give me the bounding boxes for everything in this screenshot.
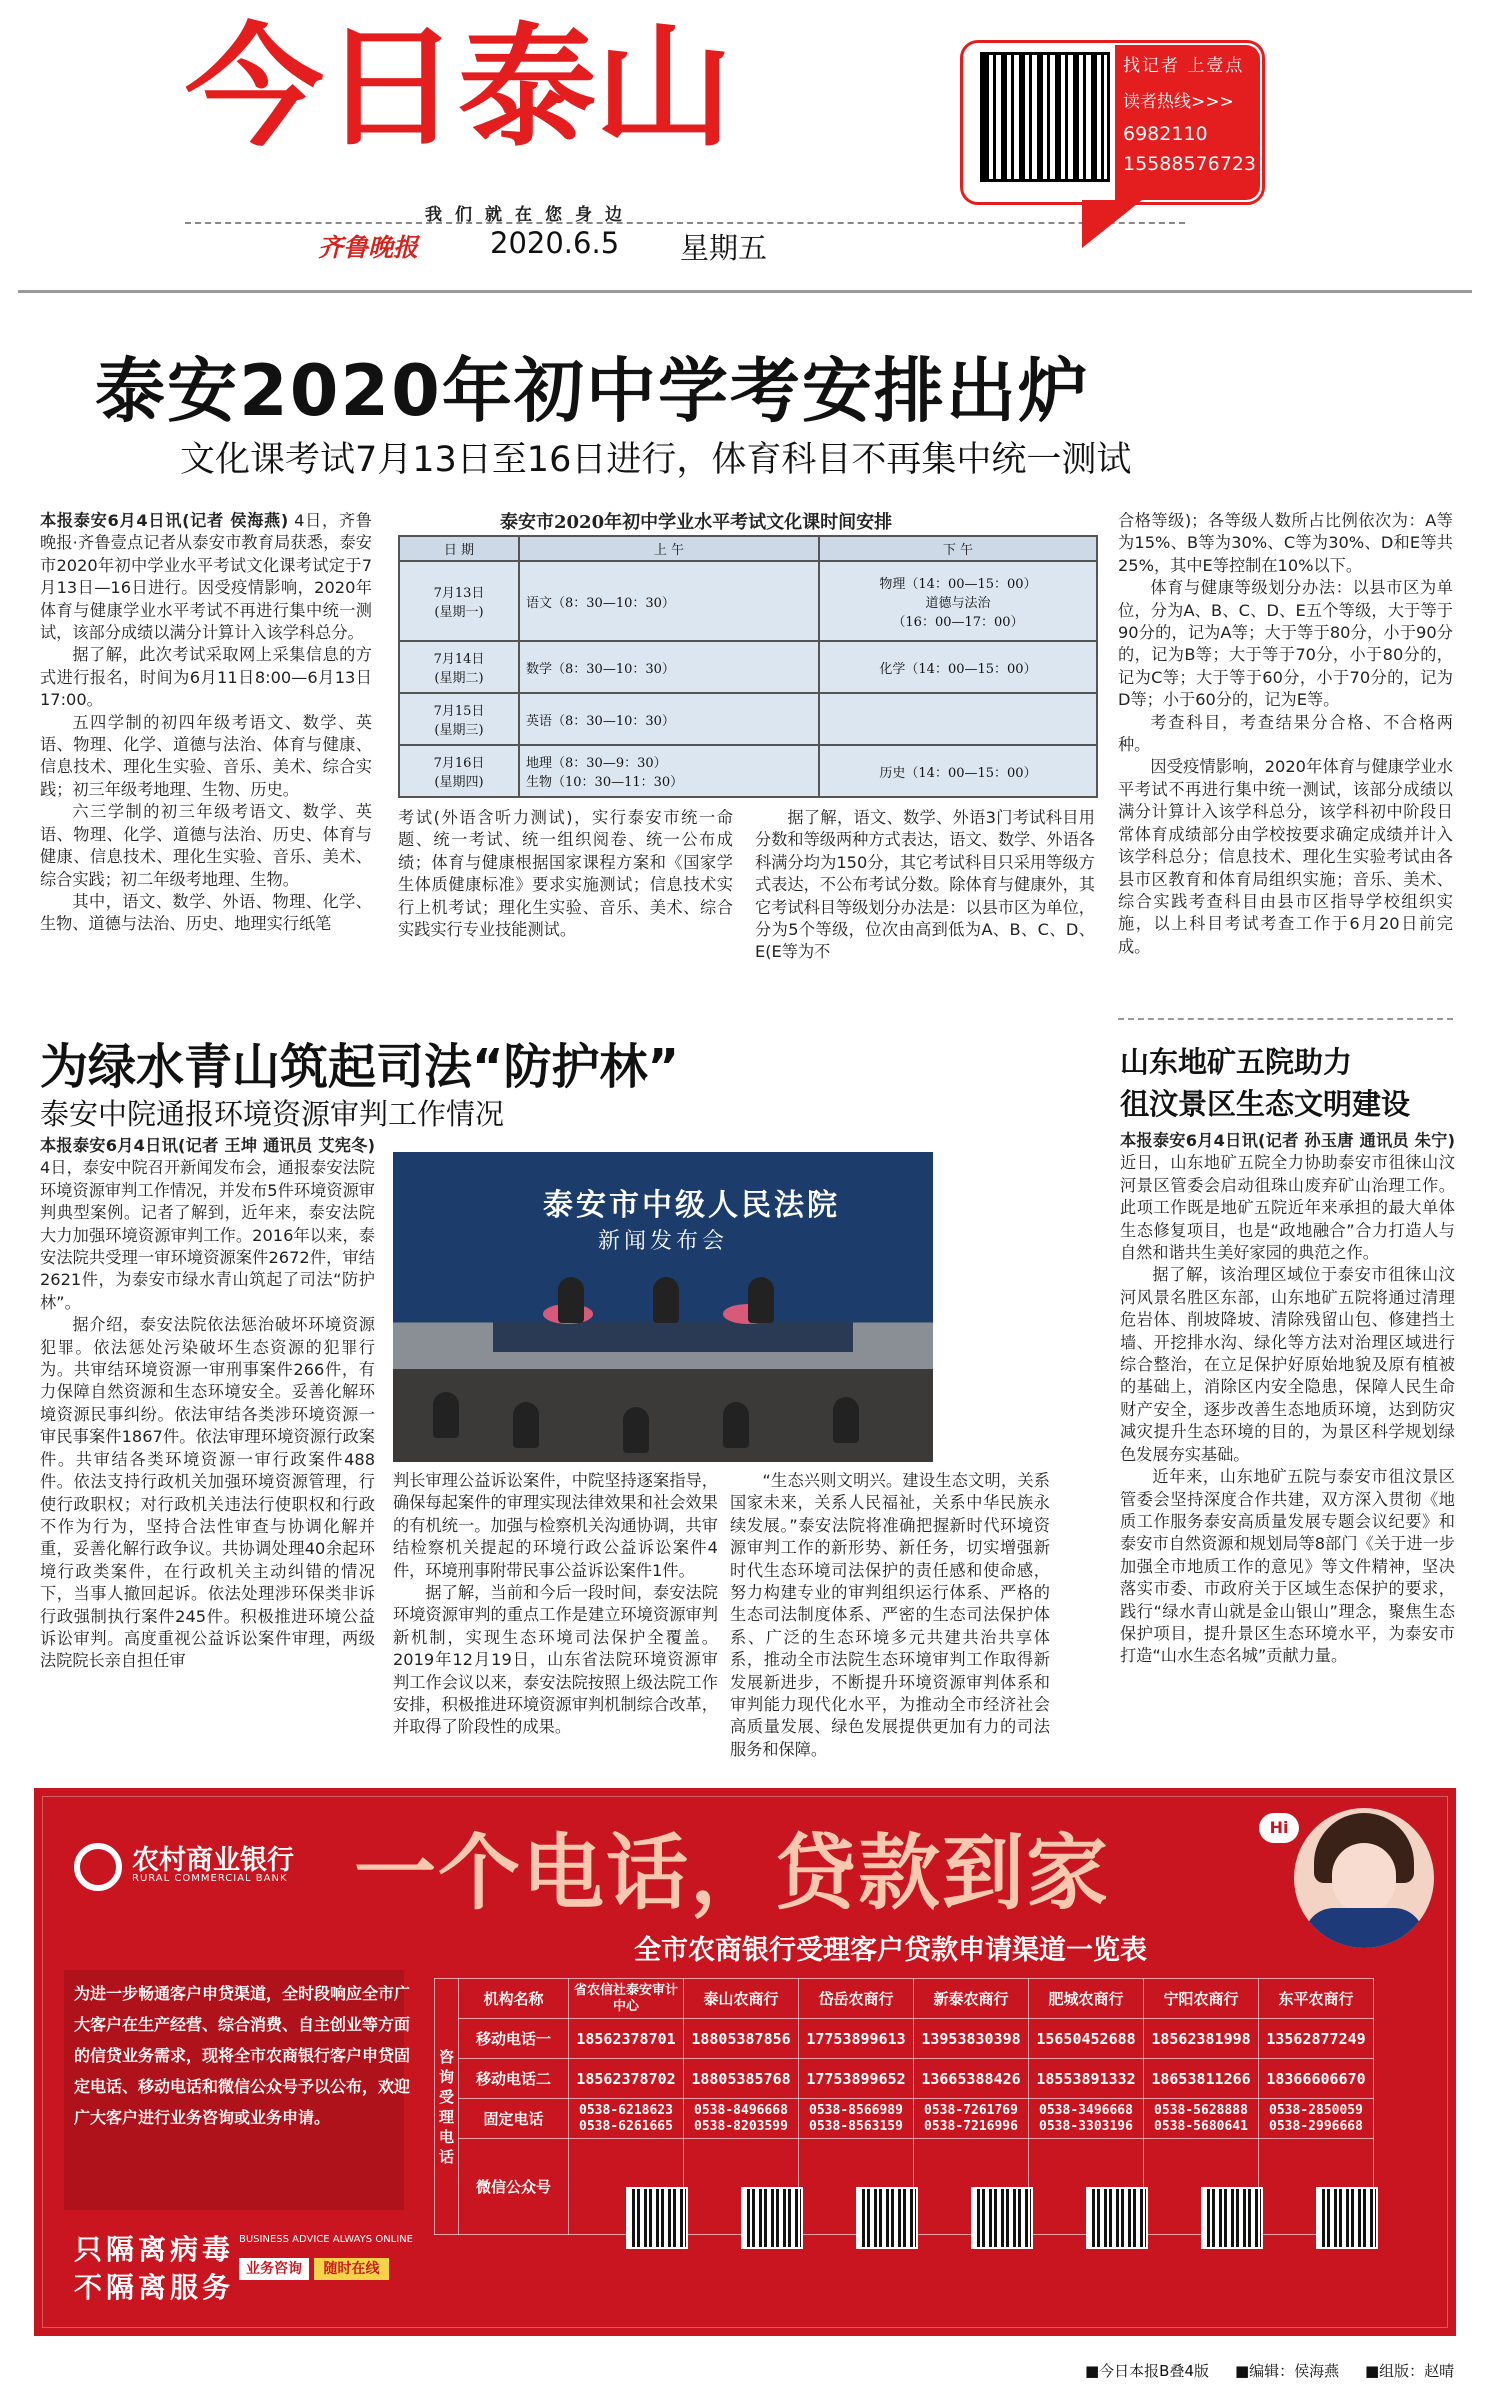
ad-slogan-en: BUSINESS ADVICE ALWAYS ONLINE xyxy=(239,2234,413,2245)
wechat-qr-icon[interactable] xyxy=(1201,2187,1263,2249)
fixed-phone-cell: 0538-6218623 0538-6261665 xyxy=(569,2099,684,2139)
bank-advertisement xyxy=(34,1788,1456,2336)
ad-slogan-1: 只隔离病毒 xyxy=(74,2233,235,2266)
fixed-phone-cell: 0538-3496668 0538-3303196 xyxy=(1029,2099,1144,2139)
issue-date: 2020.6.5 xyxy=(490,226,620,260)
photo-person xyxy=(833,1397,859,1443)
wechat-qr-icon[interactable] xyxy=(856,2187,918,2249)
story1-headline: 泰安2020年初中学考安排出炉 xyxy=(95,350,1090,432)
wechat-qr-icon[interactable] xyxy=(626,2187,688,2249)
footer-edition: ■今日本报B叠4版 xyxy=(1085,2362,1210,2380)
story3-column: 本报泰安6月4日讯(记者 孙玉唐 通讯员 朱宁) 近日，山东地矿五院全力协助泰安市徂徕山汶河景区管委会启动徂珠山废弃矿山治理工作。此项工作既是地矿五院近年来承担的最大单体生态修复项目，也是“政地融合”合力打造人与自然和谐共生美好家园的典范之作。 据了解，该治理区域位于泰安市徂徕山汶河风景名胜区东部，山东地矿五院将通过清理危岩体、削坡降坡、清除残留山包、修建挡土墙、开挖排水沟、绿化等方法对治理区域进行综合整治，在立足保护好原始地貌及原有植被的基础上，消除区内安全隐患，保障人民生命财产安全，逐步改善生态地质环境，达到防灾减灾提升生态环境的目的，为景区科学规划绿色发展夯实基础。 近年来，山东地矿五院与泰安市徂汶景区管委会坚持深度合作共建，双方深入贯彻《地质工作服务泰安高质量发展专题会议纪要》和泰安市自然资源和规划局等8部门《关于进一步加强全市地质工作的意见》等文件精神，坚决落实市委、市政府关于区域生态保护的要求，践行“绿水青山就是金山银山”理念，聚焦生态保护项目，提升景区生态环境水平，为泰安市打造“山水生态名城”贡献力量。 xyxy=(1120,1131,1455,1666)
wechat-qr-icon[interactable] xyxy=(971,2187,1033,2249)
section-divider xyxy=(1118,1018,1453,1020)
photo-person xyxy=(513,1402,539,1448)
bank-logo-icon xyxy=(74,1843,122,1891)
story3-byline: 本报泰安6月4日讯(记者 孙玉唐 通讯员 朱宁) xyxy=(1120,1131,1455,1150)
photo-podium xyxy=(493,1322,853,1352)
masthead-logo: 今日泰山 xyxy=(185,11,731,165)
photo-person xyxy=(433,1392,459,1438)
wechat-qr-icon[interactable] xyxy=(1086,2187,1148,2249)
story2-subhead: 泰安中院通报环境资源审判工作情况 xyxy=(40,1097,505,1131)
table-row: 微信公众号 xyxy=(435,2139,1374,2235)
table-row: 7月13日 (星期一) 语文（8：30—10：30） 物理（14：00—15：00） 道德与法治 （16：00—17：00） xyxy=(399,561,1097,641)
press-conference-photo xyxy=(393,1152,933,1462)
qr-code-icon[interactable] xyxy=(980,52,1110,182)
photo-person xyxy=(653,1277,679,1323)
wechat-qr-icon[interactable] xyxy=(741,2187,803,2249)
story2-column-1: 本报泰安6月4日讯(记者 王坤 通讯员 艾宪冬) 4日，泰安中院召开新闻发布会，通报泰安法院环境资源审判工作情况，并发布5件环境资源审判典型案例。记者了解到，近年来，泰安法院大力加强环境资源审判工作。2016年以来，泰安法院共受理一审环境资源案件2672件，审结2621件，为泰安市绿水青山筑起了司法“防护林”。 据介绍，泰安法院依法惩治破坏环境资源犯罪。依法惩处污染破坏生态资源的犯罪行为。共审结环境资源一审刑事案件266件，有力保障自然资源和生态环境安全。妥善化解环境资源民事纠纷。依法审结各类涉环境资源一审民事案件1867件。依法审理环境资源行政案件。共审结各类环境资源一审行政案件488件。依法支持行政机关加强环境资源管理，行使行政职权；对行政机关违法行使职权和行政不作为行为，坚持合法性审查与协调化解并重，妥善化解行政争议。共协调处理40余起环境行政类案件，在行政机关主动纠错的情况下，当事人撤回起诉。依法处理涉环保类非诉行政强制执行案件245件。积极推进环境公益诉讼审判。高度重视公益诉讼案件审理，两级法院院长亲自担任审 xyxy=(40,1136,375,1671)
hotline-label: 读者热线>>> xyxy=(1123,92,1234,112)
ad-intro: 为进一步畅通客户申贷渠道，全时段响应全市广大客户在生产经营、综合消费、自主创业等方面的信贷业务需求，现将全市农商银行客户申贷固定电话、移动电话和微信公众号予以公布，欢迎广大客户进行业务咨询或业务申请。 xyxy=(74,1978,414,2133)
service-agent-avatar xyxy=(1294,1808,1434,1948)
side-label: 咨询受理电话 xyxy=(435,1979,459,2235)
story1-column-3: 据了解，语文、数学、外语3门考试科目用分数和等级两种方式表达，语文、数学、外语各科满分均为150分，其它考试科目只采用等级方式表达，不公布考试分数。除体育与健康外，其它考试科目等级划分办法是：以县市区为单位，分为5个等级，位次由高到低为A、B、C、D、E(E等为不 xyxy=(755,808,1095,962)
footer-editor: ■编辑：侯海燕 xyxy=(1235,2362,1340,2380)
find-reporter-text: 找记者 上壹点 xyxy=(1123,56,1245,76)
wechat-qr-icon[interactable] xyxy=(1316,2187,1378,2249)
table-row: 固定电话 0538-6218623 0538-6261665 0538-8496668 0538-8203599 0538-8566989 0538-8563159 0538-7261769 0538-7216996 0538-3496668 0538-3303196 0538-5628888 0538-5680641 0538-2850059 0538-2996668 xyxy=(435,2099,1374,2139)
bubble-tail xyxy=(1082,200,1142,248)
story1-column-4: 合格等级)；各等级人数所占比例依次为：A等为15%、B等为30%、C等为30%、D和E等共25%，其中E等控制在10%以下。 体育与健康等级划分办法：以县市区为单位，分为A、B、C、D、E五个等级，大于等于90分的，记为A等；大于等于80分，小于90分的，记为B等；大于等于70分，小于80分的，记为C等；大于等于60分，小于70分的，记为D等；小于60分的，记为E等。 考查科目，考查结果分合格、不合格两种。 因受疫情影响，2020年体育与健康学业水平考试不再进行集中统一测试，该部分成绩以满分计算计入该学科总分，该学科初中阶段日常体育成绩部分由学校按要求确定成绩并计入该学科总分；信息技术、理化生实验考试由各县市区教育和体育局组织实施；音乐、美术、综合实践考查科目由县市区指导学校组织实施，以上科目考试考查工作于6月20日前完成。 xyxy=(1118,511,1453,956)
story1-byline: 本报泰安6月4日讯(记者 侯海燕) xyxy=(40,511,289,530)
fixed-phone-cell: 0538-8566989 0538-8563159 xyxy=(799,2099,914,2139)
ad-subtitle: 全市农商银行受理客户贷款申请渠道一览表 xyxy=(634,1935,1147,1966)
exam-table-title: 泰安市2020年初中学业水平考试文化课时间安排 xyxy=(500,512,893,533)
table-header-row: 日 期 上 午 下 午 xyxy=(399,536,1097,561)
photo-person xyxy=(748,1277,774,1323)
fixed-phone-cell: 0538-2850059 0538-2996668 xyxy=(1259,2099,1374,2139)
loan-channel-table xyxy=(434,1978,1374,2235)
bank-name: 农村商业银行 xyxy=(132,1845,294,1876)
header-rule xyxy=(18,290,1472,293)
hi-bubble: Hi xyxy=(1259,1813,1299,1843)
exam-schedule-table xyxy=(398,535,1098,798)
table-row: 移动电话二 18562378702 18805385768 17753899652 13665388426 18553891332 18653811266 18366606670 xyxy=(435,2059,1374,2099)
story3-headline-line1: 山东地矿五院助力 xyxy=(1120,1045,1353,1079)
ad-slogan: 一个电话，贷款到家 xyxy=(354,1826,1111,1921)
photo-person xyxy=(623,1407,649,1453)
story2-column-3: “生态兴则文明兴。建设生态文明，关系国家未来，关系人民福祉，关系中华民族永续发展。”泰安法院将准确把握新时代环境资源审判工作的新形势、新任务，切实增强新时代生态环境司法保护的责任感和使命感，努力构建专业的审判组织运行体系、严格的生态司法制度体系、严密的生态司法保护体系、广泛的生态环境多元共建共治共享体系，推动全市法院生态环境审判工作取得新发展新进步，不断提升环境资源审判体系和审判能力现代化水平，为推动全市经济社会高质量发展、绿色发展提供更加有力的司法服务和保障。 xyxy=(730,1471,1050,1759)
fixed-phone-cell: 0538-5628888 0538-5680641 xyxy=(1144,2099,1259,2139)
ad-slogan-2: 不隔离服务 xyxy=(74,2271,235,2304)
story2-headline: 为绿水青山筑起司法“防护林” xyxy=(40,1039,680,1095)
photo-person xyxy=(723,1402,749,1448)
story2-column-2: 判长审理公益诉讼案件，中院坚持逐案指导，确保每起案件的审理实现法律效果和社会效果的有机统一。加强与检察机关沟通协调，共审结检察机关提起的环境行政公益诉讼案件4件，环境刑事附带民事公益诉讼案件1件。 据了解，当前和今后一段时间，泰安法院环境资源审判的重点工作是建立环境资源审判新机制，实现生态环境司法保护全覆盖。2019年12月19日，山东省法院环境资源审判工作会议以来，泰安法院按照上级法院工作安排，积极推进环境资源审判机制综合改革，并取得了阶段性的成果。 xyxy=(393,1471,718,1737)
table-row: 7月16日 (星期四) 地理（8：30—9：30） 生物（10：30—11：30） 历史（14：00—15：00） xyxy=(399,745,1097,797)
table-row: 7月14日 (星期二) 数学（8：30—10：30） 化学（14：00—15：00） xyxy=(399,641,1097,693)
consult-button[interactable]: 业务咨询 xyxy=(239,2258,309,2280)
footer-designer: ■组版：赵晴 xyxy=(1365,2362,1455,2380)
issue-weekday: 星期五 xyxy=(680,231,768,265)
hotline-box xyxy=(1115,45,1260,200)
bank-name-en: RURAL COMMERCIAL BANK xyxy=(132,1873,288,1884)
fixed-phone-cell: 0538-8496668 0538-8203599 xyxy=(684,2099,799,2139)
photo-person xyxy=(558,1277,584,1323)
story3-headline-line2: 徂汶景区生态文明建设 xyxy=(1120,1087,1411,1121)
paper-name: 齐鲁晚报 xyxy=(318,233,419,262)
story2-byline: 本报泰安6月4日讯(记者 王坤 通讯员 艾宪冬) xyxy=(40,1136,375,1155)
masthead-slogan: 我们就在您身边 xyxy=(425,205,635,225)
hotline-phone-2: 15588576723 xyxy=(1123,153,1256,175)
table-header-row: 咨询受理电话 机构名称 省农信社泰安审计中心 泰山农商行 岱岳农商行 新泰农商行 肥城农商行 宁阳农商行 东平农商行 xyxy=(435,1979,1374,2019)
story1-column-1: 本报泰安6月4日讯(记者 侯海燕) 4日，齐鲁晚报·齐鲁壹点记者从泰安市教育局获悉，泰安市2020年初中学业水平考试文化课考试定于7月13日—16日进行。因受疫情影响，2020年体育与健康学业水平考试不再进行集中统一测试，该部分成绩以满分计算计入该学科总分。 据了解，此次考试采取网上采集信息的方式进行报名，时间为6月11日8:00—6月13日17:00。 五四学制的初四年级考语文、数学、英语、物理、化学、道德与法治、体育与健康、信息技术、理化生实验、音乐、美术、综合实践；初三年级考地理、生物、历史。 六三学制的初三年级考语文、数学、英语、物理、化学、道德与法治、历史、体育与健康、信息技术、理化生实验、音乐、美术、综合实践；初二年级考地理、生物。 其中，语文、数学、外语、物理、化学、生物、道德与法治、历史、地理实行纸笔 xyxy=(40,511,372,934)
fixed-phone-cell: 0538-7261769 0538-7216996 xyxy=(914,2099,1029,2139)
photo-banner: 泰安市中级人民法院 xyxy=(543,1188,840,1223)
photo-banner-sub: 新闻发布会 xyxy=(598,1229,729,1254)
table-row: 7月15日 (星期三) 英语（8：30—10：30） xyxy=(399,693,1097,745)
masthead-divider xyxy=(185,222,1185,224)
hotline-phone-1: 6982110 xyxy=(1123,123,1208,145)
story1-subhead: 文化课考试7月13日至16日进行，体育科目不再集中统一测试 xyxy=(180,440,1132,480)
table-row: 移动电话一 18562378701 18805387856 17753899613 13953830398 15650452688 18562381998 13562877249 xyxy=(435,2019,1374,2059)
online-button[interactable]: 随时在线 xyxy=(314,2258,389,2280)
story1-column-2: 考试(外语含听力测试)，实行泰安市统一命题、统一考试、统一组织阅卷、统一公布成绩；体育与健康根据国家课程方案和《国家学生体质健康标准》要求实施测试；信息技术实行上机考试；理化生实验、音乐、美术、综合实践实行专业技能测试。 xyxy=(398,808,733,940)
